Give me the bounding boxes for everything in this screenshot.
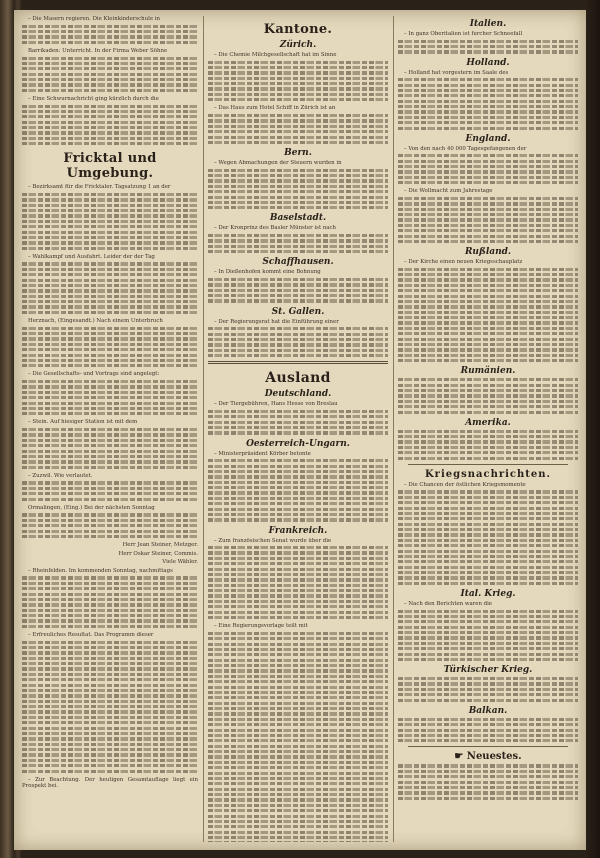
subhead-rumaenien: Rumänien. (460, 366, 516, 377)
book-right-edge (586, 0, 600, 858)
paragraph: – Eine Regierungsvorlage teilt mit (214, 623, 308, 630)
section-title-fricktal: Fricktal und Umgebung. (63, 151, 157, 182)
section-title-neuestes: ☛ Neuestes. (454, 751, 522, 763)
subhead-italien: Italien. (469, 19, 507, 29)
paragraph: – Zum französischen Senat wurde über die (214, 537, 332, 544)
divider (208, 361, 388, 364)
subhead-england: England. (465, 133, 511, 144)
subhead-russland: Rußland. (464, 247, 512, 258)
paragraph: – Erfreuliches Resultat. Das Programm dieser (28, 632, 154, 638)
column-rule-2 (393, 16, 394, 842)
section-title-kantone: Kantone. (263, 22, 333, 37)
paragraph: – Eine Schwurnachricht ging kürzlich durch die (28, 95, 159, 102)
subhead-tuerkischer-krieg: Türkischer Krieg. (443, 665, 533, 676)
paragraph: – Die Wollmacht zum Jahrestage (404, 188, 493, 195)
subhead-oesterreich: Oesterreich-Ungarn. (246, 438, 350, 449)
paragraph: – Zuzwil. Wie verlautet. (28, 472, 93, 479)
paragraph: – Der Regierungsrat hat die Einführung einer (214, 318, 339, 325)
paragraph: – Zur Beachtung. Der heutigen Gesamtauflage liegt ein Prospekt bei. (22, 776, 198, 790)
subhead-deutschland: Deutschland. (264, 389, 332, 400)
paragraph: – Stein. Auf hiesiger Station ist mit dem (28, 419, 138, 426)
pointing-hand-icon: ☛ (454, 751, 467, 763)
paragraph: – Holland hat vorgestern im Saale des (404, 69, 509, 76)
subhead-stgallen: St. Gallen. (271, 306, 325, 317)
column-right (398, 16, 578, 842)
paragraph: Ormalingen, (Eing.) Bei der nächsten Sonntag (28, 504, 155, 511)
signature-name: Herr Jean Steiner, Metzger. (122, 542, 198, 549)
subhead-holland: Holland. (466, 57, 510, 68)
paragraph: – Die Masern regieren. Die Kleinkinderschule in (28, 16, 160, 22)
paragraph: – Ministerpräsident Körber betonte (214, 450, 311, 457)
paragraph: – Die Chancen der östlichen Kriegsmomente (404, 481, 526, 488)
paragraph: – Nach den Berichten waren die (404, 600, 493, 607)
paragraph: – Die Chemie Milchgesellschaft hat im Sinne (214, 52, 337, 58)
paragraph: – Bezirksamt für die Fricktaler. Tagsatzung 1 an der (28, 184, 171, 191)
paragraph: – Die Gesellschafts- und Vortrags sind angelegt: (28, 371, 160, 378)
column-left (22, 16, 198, 842)
subhead-balkan: Balkan. (468, 705, 508, 716)
subhead-bern: Bern. (284, 148, 312, 159)
paragraph: – Der Kronprinz des Basler Münster ist nach (214, 225, 337, 232)
paragraph: – Das Haus zum Hotel Schiff in Zürich ist an (214, 105, 336, 112)
divider (408, 464, 568, 465)
paragraph: Herznach, (Eingesandt.) Nach einem Unterbruch (28, 318, 163, 325)
column-middle (208, 16, 388, 842)
paragraph: – Wahlkampf und Ausfahrt. Leider der der Tag (28, 253, 155, 260)
subhead-schaffhausen: Schaffhausen. (262, 257, 334, 268)
paragraph: Barrikaden: Unterricht. In der Firma Weber Söhne (28, 47, 168, 54)
paragraph: – Rheinfelden. Im kommenden Sonntag, nachmittags (28, 567, 173, 574)
subhead-ital-krieg: Ital. Krieg. (460, 588, 516, 599)
paragraph: – Wegen Abmachungen der Steuern wurden in (214, 160, 342, 167)
section-title-kriegsnachrichten: Kriegsnachrichten. (424, 468, 551, 480)
subhead-baselstadt: Baselstadt. (269, 213, 327, 224)
subhead-frankreich: Frankreich. (268, 525, 328, 536)
subhead-zuerich: Zürich. (279, 40, 317, 50)
signature-name: Viele Wähler. (162, 559, 198, 566)
paragraph: – Der Kirche einen neuen Kriegsschauplatz (404, 259, 523, 266)
paragraph: – In ganz Oberitalien ist furcher Schneefall (404, 31, 523, 37)
newspaper-page (14, 10, 586, 850)
divider (408, 746, 568, 747)
paragraph: – Der Tiergebühren, Hans Hesse von Breslau (214, 401, 338, 408)
paragraph: – In Dießenhofen kommt eine Bohnung (214, 269, 321, 276)
column-rule-1 (203, 16, 204, 842)
subhead-amerika: Amerika. (465, 417, 511, 428)
signature-name: Herr Oskar Steiner, Commis. (118, 550, 198, 557)
section-title-ausland: Ausland (265, 370, 331, 387)
paragraph: – Von den nach 40 000 Tagesgefangenen der (404, 145, 527, 152)
